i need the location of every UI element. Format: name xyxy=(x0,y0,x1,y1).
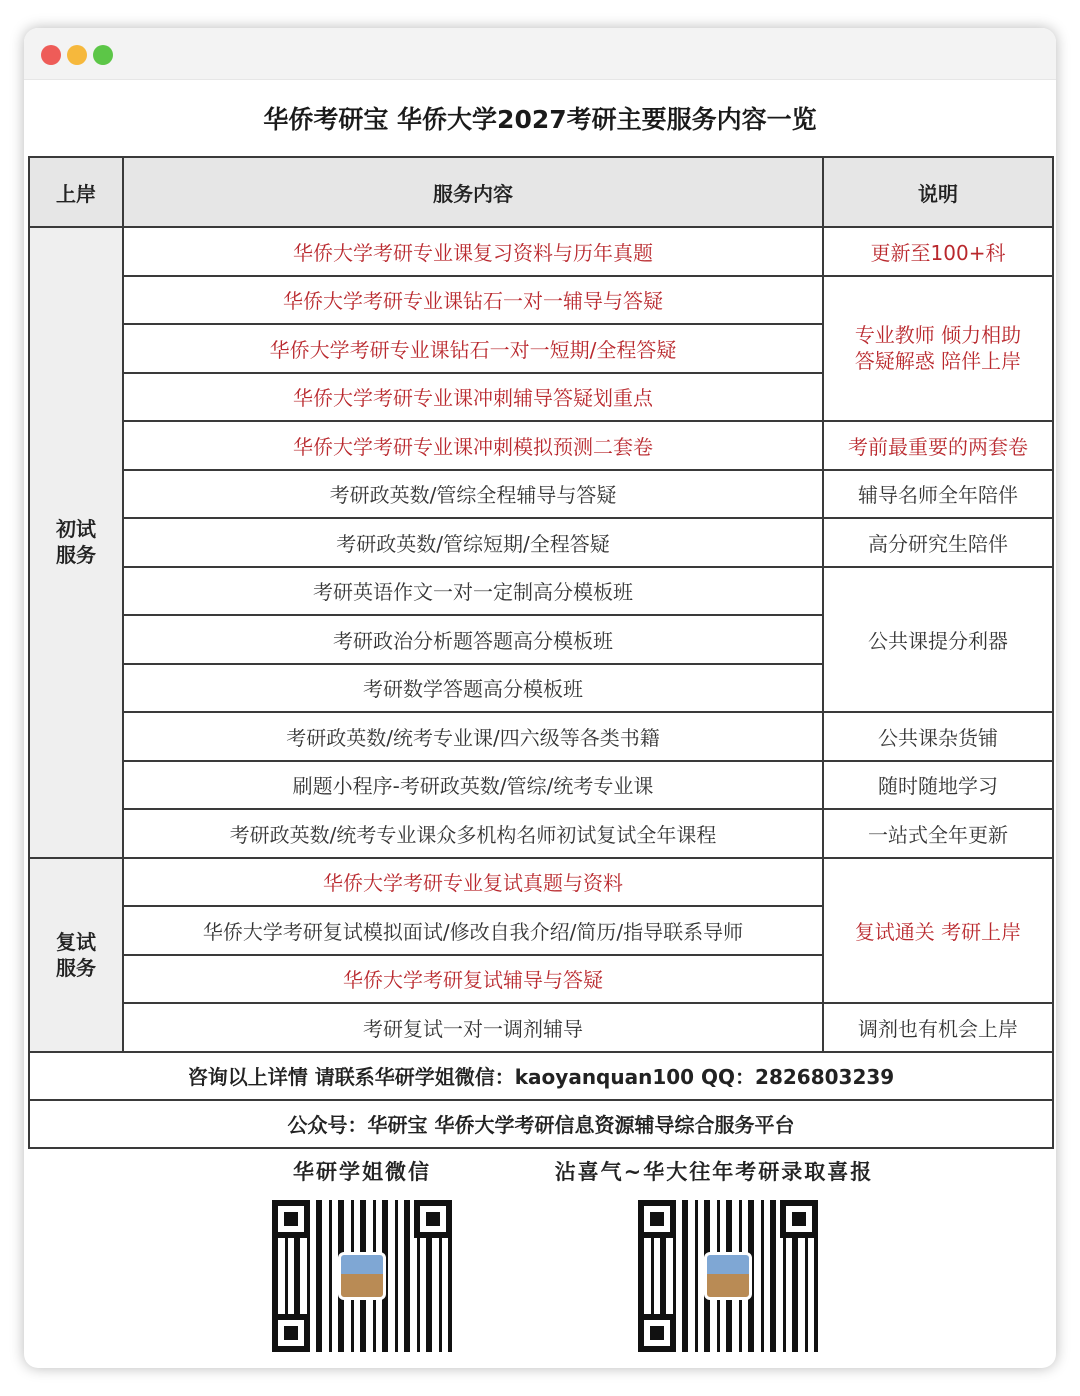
qr-left-caption: 华研学姐微信 xyxy=(293,1159,431,1184)
note-text: 专业教师 倾力相助 答疑解惑 陪伴上岸 xyxy=(854,323,1022,374)
note-cell: 一站式全年更新 xyxy=(823,809,1053,858)
service-cell: 考研政英数/统考专业课众多机构名师初试复试全年课程 xyxy=(123,809,823,858)
service-cell: 考研复试一对一调剂辅导 xyxy=(123,1003,823,1052)
qr-logo-icon xyxy=(704,1252,752,1300)
qr-finder-icon xyxy=(780,1200,818,1238)
service-cell: 考研数学答题高分模板班 xyxy=(123,664,823,713)
table-row xyxy=(29,1003,1053,1052)
service-cell: 华侨大学考研专业课复习资料与历年真题 xyxy=(123,227,823,276)
table-row xyxy=(29,518,1053,567)
platform-info: 公众号：华研宝 华侨大学考研信息资源辅导综合服务平台 xyxy=(29,1100,1053,1148)
category-chushi-label: 初试 服务 xyxy=(56,517,96,568)
qr-right-block xyxy=(524,1156,904,1352)
header-note: 说明 xyxy=(823,157,1053,227)
contact-info: 咨询以上详情 请联系华研学姐微信：kaoyanquan100 QQ：2826803239 xyxy=(29,1052,1053,1100)
table-row xyxy=(29,470,1053,519)
note-cell: 公共课提分利器 xyxy=(823,567,1053,713)
service-cell: 华侨大学考研复试辅导与答疑 xyxy=(123,955,823,1004)
qr-left-block xyxy=(262,1156,462,1352)
category-fushi-label: 复试 服务 xyxy=(56,929,96,980)
qr-finder-icon xyxy=(272,1314,310,1352)
table-row xyxy=(29,712,1053,761)
service-cell: 考研政治分析题答题高分模板班 xyxy=(123,615,823,664)
service-cell: 刷题小程序-考研政英数/管综/统考专业课 xyxy=(123,761,823,810)
service-cell: 华侨大学考研专业课钻石一对一短期/全程答疑 xyxy=(123,324,823,373)
service-cell: 考研政英数/管综全程辅导与答疑 xyxy=(123,470,823,519)
table-row xyxy=(29,421,1053,470)
service-cell: 华侨大学考研专业课冲刺模拟预测二套卷 xyxy=(123,421,823,470)
close-dot-icon[interactable] xyxy=(41,45,61,65)
table-row xyxy=(29,858,1053,907)
qr-finder-icon xyxy=(272,1200,310,1238)
table-row xyxy=(29,567,1053,616)
qr-finder-icon xyxy=(638,1200,676,1238)
services-table xyxy=(28,156,1054,1149)
service-cell: 考研英语作文一对一定制高分模板班 xyxy=(123,567,823,616)
note-cell: 复试通关 考研上岸 xyxy=(823,858,1053,1004)
app-window xyxy=(24,28,1056,1368)
qr-right-caption: 沾喜气~华大往年考研录取喜报 xyxy=(554,1159,874,1184)
wechat-qr-code-icon[interactable] xyxy=(272,1200,452,1352)
qr-logo-icon xyxy=(338,1252,386,1300)
header-shangan: 上岸 xyxy=(29,157,123,227)
note-cell: 更新至100+科 xyxy=(823,227,1053,276)
footer-platform-row xyxy=(29,1100,1053,1148)
category-chushi xyxy=(29,227,123,858)
service-cell: 华侨大学考研复试模拟面试/修改自我介绍/简历/指导联系导师 xyxy=(123,906,823,955)
table-row xyxy=(29,761,1053,810)
note-cell: 随时随地学习 xyxy=(823,761,1053,810)
minimize-dot-icon[interactable] xyxy=(67,45,87,65)
note-cell: 辅导名师全年陪伴 xyxy=(823,470,1053,519)
note-cell xyxy=(823,276,1053,422)
admission-qr-code-icon[interactable] xyxy=(638,1200,818,1352)
title-bar xyxy=(24,28,1056,80)
qr-finder-icon xyxy=(414,1200,452,1238)
service-cell: 华侨大学考研专业课冲刺辅导答疑划重点 xyxy=(123,373,823,422)
maximize-dot-icon[interactable] xyxy=(93,45,113,65)
qr-finder-icon xyxy=(638,1314,676,1352)
service-cell: 考研政英数/统考专业课/四六级等各类书籍 xyxy=(123,712,823,761)
service-cell: 华侨大学考研专业复试真题与资料 xyxy=(123,858,823,907)
table-row xyxy=(29,276,1053,325)
note-cell: 高分研究生陪伴 xyxy=(823,518,1053,567)
footer-contact-row xyxy=(29,1052,1053,1100)
table-row xyxy=(29,227,1053,276)
table-row xyxy=(29,809,1053,858)
service-cell: 华侨大学考研专业课钻石一对一辅导与答疑 xyxy=(123,276,823,325)
table-header-row xyxy=(29,157,1053,227)
note-cell: 公共课杂货铺 xyxy=(823,712,1053,761)
category-fushi xyxy=(29,858,123,1052)
page-title: 华侨考研宝 华侨大学2027考研主要服务内容一览 xyxy=(263,105,817,134)
service-cell: 考研政英数/管综短期/全程答疑 xyxy=(123,518,823,567)
note-cell: 调剂也有机会上岸 xyxy=(823,1003,1053,1052)
header-service: 服务内容 xyxy=(123,157,823,227)
note-cell: 考前最重要的两套卷 xyxy=(823,421,1053,470)
